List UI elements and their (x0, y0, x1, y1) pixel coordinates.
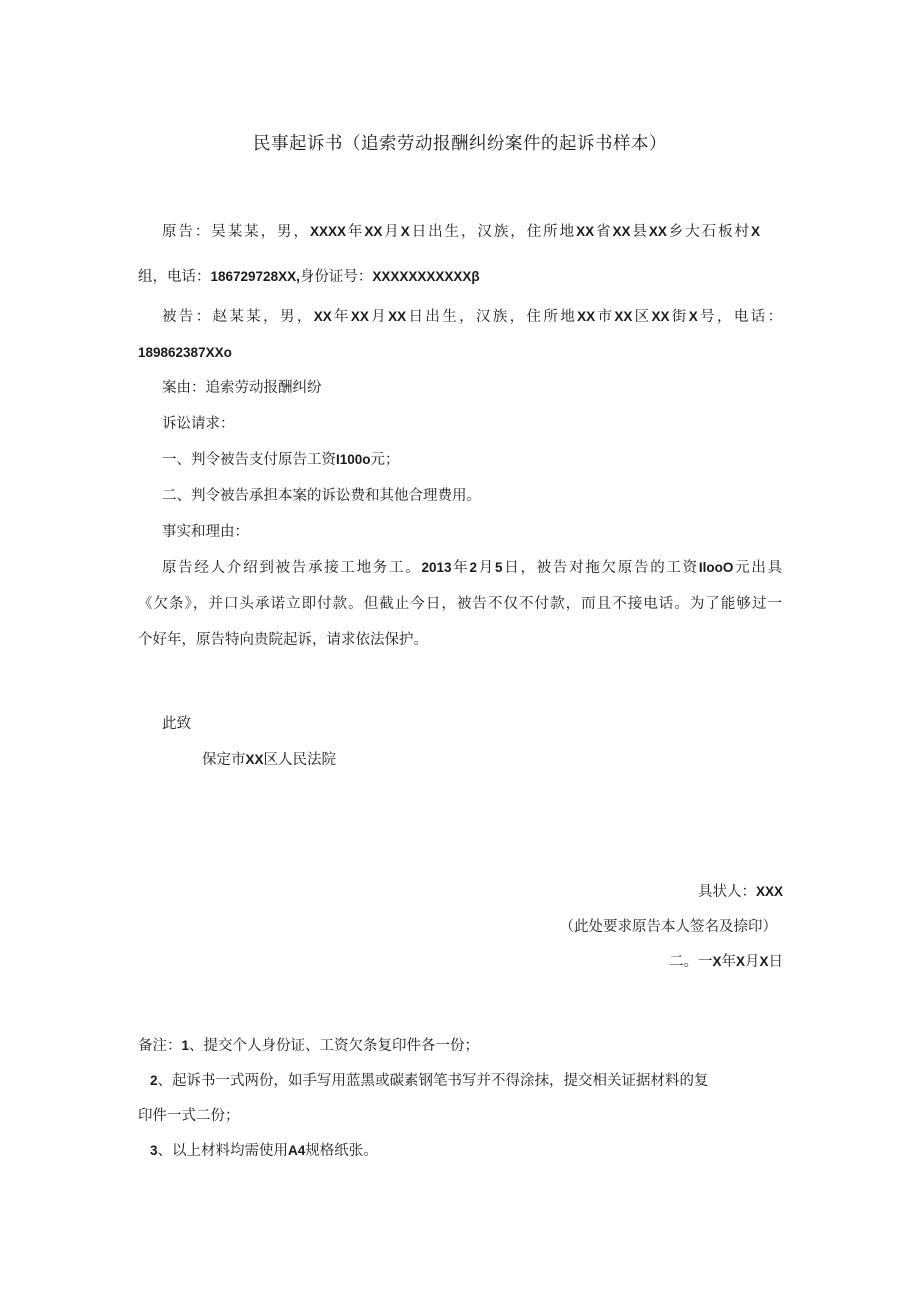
note-2: 2、起诉书一式两份，如手写用蓝黑或碳素钢笔书写并不得涂抹，提交相关证据材料的复 (150, 1073, 709, 1089)
signer: 具状人：XXX (697, 884, 783, 900)
claim-2: 二、判令被告承担本案的诉讼费和其他合理费用。 (162, 488, 481, 504)
salutation: 此致 (162, 716, 191, 732)
plaintiff-line-1: 原告：吴某某，男，XXXX年XX月X日出生，汉族，住所地XX省XX县XX乡大石板村X (162, 224, 760, 240)
signature-note: （此处要求原告本人签名及捺印） (559, 919, 777, 935)
defendant-line-2: 189862387XXo (138, 345, 232, 360)
facts-heading: 事实和理由： (162, 524, 249, 540)
claims-heading: 诉讼请求： (162, 416, 235, 432)
facts-line-3: 个好年，原告特向贵院起诉，请求依法保护。 (138, 632, 428, 648)
note-3: 3、以上材料均需使用A4规格纸张。 (150, 1143, 378, 1159)
document-date: 二。一X年X月X日 (668, 954, 783, 970)
claim-1: 一、判令被告支付原告工资I100o元； (162, 452, 400, 468)
facts-line-1: 原告经人介绍到被告承接工地务工。2013年2月5日，被告对拖欠原告的工资IlooO元出具 (162, 560, 783, 576)
note-1: 备注：1、提交个人身份证、工资欠条复印件各一份； (138, 1038, 480, 1054)
document-title: 民事起诉书（追索劳动报酬纠纷案件的起诉书样本） (253, 134, 667, 154)
defendant-line-1: 被告：赵某某，男，XX年XX月XX日出生，汉族，住所地XX市XX区XX街X号，电话： (162, 309, 783, 325)
note-2-continued: 印件一式二份； (138, 1108, 240, 1124)
plaintiff-line-2: 组，电话：186729728XX,身份证号：XXXXXXXXXXXβ (138, 269, 480, 285)
facts-line-2: 《欠条》，并口头承诺立即付款。但截止今日，被告不仅不付款，而且不接电话。为了能够过一 (138, 596, 782, 612)
court-name: 保定市XX区人民法院 (202, 752, 337, 768)
cause-of-action: 案由：追索劳动报酬纠纷 (162, 380, 322, 396)
